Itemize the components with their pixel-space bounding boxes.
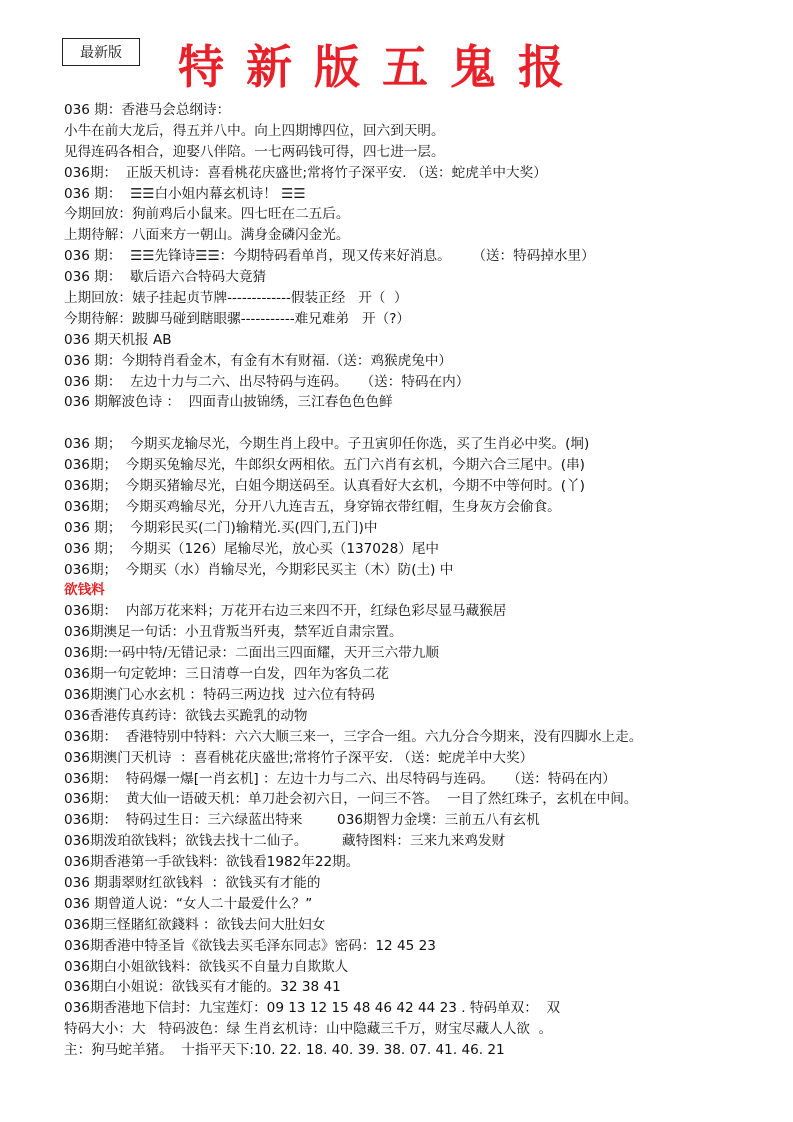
text-line: 036期澳门心水玄机 ：特码三两边找 过六位有特码 xyxy=(64,686,375,703)
text-line: 036 期翡翠财红欲钱料 ：欲钱买有才能的 xyxy=(64,874,321,891)
text-line: 小牛在前大龙后，得五并八中。向上四期博四位，回六到天明。 xyxy=(64,122,445,139)
text-line: 036 期： 歇后语六合特码大竟猜 xyxy=(64,269,267,286)
text-line: 036期： 特码爆一爆[一肖玄机] ：左边十力与二六、出尽特码与连码。 （送：特码在内） xyxy=(64,770,616,787)
text-line: 特码大小：大 特码波色：绿 生肖玄机诗：山中隐藏三千万，财宝尽藏人人欲 。 xyxy=(64,1021,553,1038)
latest-version-badge: 最新版 xyxy=(62,38,140,66)
text-line: 036 期曾道人说：“女人二十最爱什么？” xyxy=(64,895,313,912)
text-line: 036香港传真药诗：欲钱去买跪乳的动物 xyxy=(64,707,308,724)
text-line: 036期： 内部万花来料；万花开右边三来四不开，红绿色彩尽显马藏猴居 xyxy=(64,603,507,620)
text-line: 036期； 今期买猪输尽光，白姐今期送码至。认真看好大玄机，今期不中等何时。(丫) xyxy=(64,478,585,495)
text-line: 036期:一码中特/无错记录：二面出三四面耀，天开三六带九顺 xyxy=(64,645,439,662)
text-line: 036期香港地下信封：九宝莲灯：09 13 12 15 48 46 42 44 23 . 特码单双： 双 xyxy=(64,1000,561,1017)
text-line: 036 期； 今期买龙输尽光，今期生肖上段中。子丑寅卯任你选，买了生肖必中奖。(坰) xyxy=(64,436,590,453)
text-line: 036期： 香港特别中特料：六六大顺三来一，三字合一组。六九分合今期来，没有四脚水上走。 xyxy=(64,728,643,745)
text-line: 036期； 今期买兔输尽光，牛郎织女两相依。五门六肖有玄机，今期六合三尾中。(串) xyxy=(64,457,585,474)
text-line: 今期待解：跛脚马碰到瞎眼骡-----------难兄难弟 开（?） xyxy=(64,310,411,327)
text-line: 036期三怪賭紅欲錢料 ：欲钱去问大肚妇女 xyxy=(64,916,326,933)
text-line: 036期白小姐欲钱料：欲钱买不自量力自欺欺人 xyxy=(64,958,349,975)
text-line: 036期白小姐说：欲钱买有才能的。32 38 41 xyxy=(64,979,341,996)
text-line: 036期： 正版天机诗：喜看桃花庆盛世;常将竹子深平安. （送：蛇虎羊中大奖） xyxy=(64,164,547,181)
text-line: 036 期：今期特肖看金木，有金有木有财福.（送：鸡猴虎兔中） xyxy=(64,352,453,369)
text-line: 今期回放：狗前鸡后小鼠来。四七旺在二五后。 xyxy=(64,206,350,223)
text-line: 036期： 特码过生日：三六绿蓝出特来 036期智力金墣：三前五八有玄机 xyxy=(64,812,540,829)
text-line: 036期： 黄大仙一语破天机：单刀赴会初六日，一问三不答。 一目了然红珠子，玄机在中间。 xyxy=(64,791,638,808)
text-line: 036期澳足一句话：小丑背叛当歼夷，禁军近自肃宗置。 xyxy=(64,624,403,641)
text-line: 036期泼珀欲钱料；欲钱去找十二仙子。 藏特图料：三来九来鸡发财 xyxy=(64,833,506,850)
text-line: 036期一句定乾坤：三日清尊一白发，四年为客负二花 xyxy=(64,666,390,683)
text-line: 036期香港中特圣旨《欲钱去买毛泽东同志》密码：12 45 23 xyxy=(64,937,436,954)
text-line: 主：狗马蛇羊猪。 十指平天下:10. 22. 18. 40. 39. 38. 07. 41. 46. 21 xyxy=(64,1042,505,1059)
text-line: 036 期； 今期彩民买(二门)输精光.买(四门,五门)中 xyxy=(64,519,378,536)
text-line: 036 期解波色诗 ： 四面青山披锦绣，三江春色色色鲜 xyxy=(64,394,393,411)
page-title: 特新版五鬼报 xyxy=(178,40,586,94)
document-body xyxy=(64,100,784,1061)
ad-banner[interactable] xyxy=(64,413,784,434)
text-line: 036 期天机报 AB xyxy=(64,331,172,348)
text-line: 036 期：香港马会总纲诗： xyxy=(64,102,231,118)
text-line: 036 期： ☰☰白小姐内幕玄机诗！ ☰☰ xyxy=(64,185,306,202)
text-line: 上期待解：八面来方一朝山。满身金磷闪金光。 xyxy=(64,227,350,244)
text-line: 上期回放：婊子挂起贞节牌-------------假装正经 开（ ） xyxy=(64,290,408,307)
text-line: 036 期： ☰☰先锋诗☰☰：今期特码看单肖，现又传来好消息。 （送：特码掉水里） xyxy=(64,248,595,265)
text-line: 036 期； 今期买（126）尾输尽光，放心买（137028）尾中 xyxy=(64,540,440,557)
section-label-want-money: 欲钱料 xyxy=(64,582,105,599)
text-line: 036期香港第一手欲钱料：欲钱看1982年22期。 xyxy=(64,854,360,871)
text-line: 036期； 今期买鸡输尽光，分开八九连吉五，身穿锦衣带红帽，生身灰方会偷食。 xyxy=(64,498,561,515)
text-line: 见得连码各相合，迎娶八伴陪。一七两码钱可得，四七进一层。 xyxy=(64,143,445,160)
text-line: 036期澳门天机诗 ：喜看桃花庆盛世;常将竹子深平安. （送：蛇虎羊中大奖） xyxy=(64,749,534,766)
text-line: 036期； 今期买（水）肖输尽光，今期彩民买主（木）防(土) 中 xyxy=(64,561,454,578)
text-line: 036 期： 左边十力与二六、出尽特码与连码。 （送：特码在内） xyxy=(64,373,470,390)
